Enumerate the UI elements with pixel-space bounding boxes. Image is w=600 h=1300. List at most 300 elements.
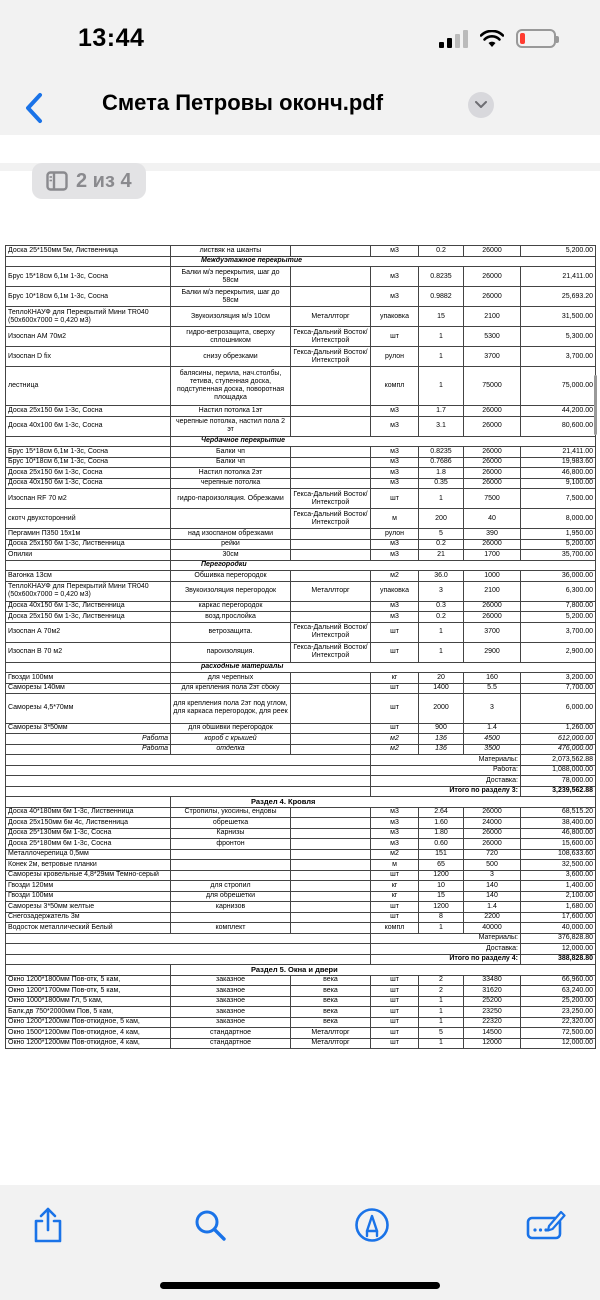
price-cell: 26000	[464, 807, 521, 818]
price-cell: 3500	[464, 744, 521, 755]
table-row	[6, 529, 596, 540]
purpose-cell	[171, 509, 291, 529]
purpose-cell: Обшивка перегородок	[171, 571, 291, 582]
sum-cell: 46,800.00	[521, 828, 596, 839]
item-name-cell: Окно 1200*1700мм Пов-отк, 5 кам,	[6, 986, 171, 997]
supplier-cell	[291, 416, 371, 436]
item-name-cell: Окно 1200*1200мм Пов-откидное, 4 кам,	[6, 1038, 171, 1049]
price-cell: 26000	[464, 287, 521, 307]
purpose-cell: заказное	[171, 986, 291, 997]
table-row	[6, 881, 596, 892]
purpose-cell: для крепления пола 2эт сбоку	[171, 683, 291, 694]
subsection-header-row	[6, 560, 596, 571]
subtotal-value: 376,828.80	[521, 933, 596, 944]
item-name-cell: Опилки	[6, 550, 171, 561]
price-cell: 26000	[464, 539, 521, 550]
unit-cell: шт	[371, 975, 419, 986]
supplier-cell	[291, 683, 371, 694]
table-row	[6, 581, 596, 601]
empty-cell	[6, 797, 171, 808]
subsection-title: Чердачное перекрытие	[171, 436, 596, 447]
item-name-cell: Доска 40*180мм 6м 1-3с, Лиственница	[6, 807, 171, 818]
quantity-cell: 0.2	[419, 539, 464, 550]
edit-icon	[526, 1208, 566, 1242]
supplier-cell	[291, 818, 371, 829]
sum-cell: 21,411.00	[521, 267, 596, 287]
subtotal-value: 388,828.80	[521, 954, 596, 965]
table-row	[6, 550, 596, 561]
subtotal-row	[6, 765, 596, 776]
sum-cell: 5,200.00	[521, 539, 596, 550]
quantity-cell: 3	[419, 581, 464, 601]
subtotal-row	[6, 776, 596, 787]
unit-cell: кг	[371, 891, 419, 902]
sum-cell: 1,260.00	[521, 723, 596, 734]
supplier-cell	[291, 612, 371, 623]
quantity-cell: 1	[419, 1007, 464, 1018]
item-name-cell: Доска 25х150 6м 1-3с, Сосна	[6, 468, 171, 479]
battery-level	[520, 33, 525, 44]
sum-cell: 3,200.00	[521, 673, 596, 684]
quantity-cell: 2	[419, 975, 464, 986]
price-cell: 26000	[464, 478, 521, 489]
price-cell: 26000	[464, 416, 521, 436]
sum-cell: 5,200.00	[521, 246, 596, 257]
supplier-cell	[291, 891, 371, 902]
item-name-cell: Окно 1000*1800мм Гл, 5 кам,	[6, 996, 171, 1007]
supplier-cell: века	[291, 986, 371, 997]
sum-cell: 3,700.00	[521, 622, 596, 642]
quantity-cell: 0.2	[419, 612, 464, 623]
sum-cell: 6,300.00	[521, 581, 596, 601]
back-button[interactable]	[14, 86, 54, 130]
unit-cell: шт	[371, 683, 419, 694]
table-row	[6, 996, 596, 1007]
table-row	[6, 478, 596, 489]
home-indicator[interactable]	[160, 1282, 440, 1289]
supplier-cell	[291, 860, 371, 871]
supplier-cell	[291, 923, 371, 934]
scrollbar[interactable]	[594, 375, 597, 435]
purpose-cell: над изоспаном обрезками	[171, 529, 291, 540]
unit-cell: м3	[371, 246, 419, 257]
price-cell: 3700	[464, 347, 521, 367]
table-row	[6, 612, 596, 623]
sum-cell: 5,200.00	[521, 612, 596, 623]
price-cell: 26000	[464, 601, 521, 612]
supplier-cell: Гекса-Дальний Восток/Интекстрой	[291, 622, 371, 642]
table-row	[6, 327, 596, 347]
price-cell: 26000	[464, 612, 521, 623]
unit-cell: м3	[371, 406, 419, 417]
document-viewer[interactable]	[0, 135, 600, 1185]
table-row	[6, 1017, 596, 1028]
supplier-cell	[291, 870, 371, 881]
table-row	[6, 986, 596, 997]
table-row	[6, 673, 596, 684]
table-row	[6, 307, 596, 327]
unit-cell: м3	[371, 828, 419, 839]
quantity-cell: 900	[419, 723, 464, 734]
supplier-cell	[291, 828, 371, 839]
purpose-cell: для обрешетки	[171, 891, 291, 902]
unit-cell: м	[371, 860, 419, 871]
quantity-cell: 5	[419, 529, 464, 540]
supplier-cell	[291, 367, 371, 406]
purpose-cell: заказное	[171, 1007, 291, 1018]
purpose-cell: отделка	[171, 744, 291, 755]
unit-cell: м3	[371, 447, 419, 458]
unit-cell: шт	[371, 1038, 419, 1049]
section-title: Раздел 5. Окна и двери	[171, 965, 596, 976]
sum-cell: 63,240.00	[521, 986, 596, 997]
table-row	[6, 1007, 596, 1018]
unit-cell: кг	[371, 881, 419, 892]
page-indicator[interactable]	[32, 163, 146, 199]
item-name-cell: Саморезы 140мм	[6, 683, 171, 694]
quantity-cell: 200	[419, 509, 464, 529]
item-name-cell: Доска 25х150 6м 1-3с, Сосна	[6, 406, 171, 417]
quantity-cell: 15	[419, 891, 464, 902]
price-cell: 40000	[464, 923, 521, 934]
purpose-cell: стандартное	[171, 1028, 291, 1039]
purpose-cell: стандартное	[171, 1038, 291, 1049]
price-cell: 26000	[464, 828, 521, 839]
subtotal-value: 78,000.00	[521, 776, 596, 787]
sum-cell: 5,300.00	[521, 327, 596, 347]
sum-cell: 44,200.00	[521, 406, 596, 417]
empty-cell	[6, 662, 171, 673]
purpose-cell: фронтон	[171, 839, 291, 850]
item-name-cell: Водосток металлический Белый	[6, 923, 171, 934]
item-name-cell: Доска 40х150 6м 1-3с, Сосна	[6, 478, 171, 489]
subtotal-label: Материалы:	[371, 755, 521, 766]
quantity-cell: 36.0	[419, 571, 464, 582]
item-name-cell: лестница	[6, 367, 171, 406]
supplier-cell	[291, 807, 371, 818]
unit-cell: м3	[371, 601, 419, 612]
price-cell: 500	[464, 860, 521, 871]
sum-cell: 23,250.00	[521, 1007, 596, 1018]
supplier-cell	[291, 902, 371, 913]
price-cell: 2100	[464, 581, 521, 601]
supplier-cell	[291, 287, 371, 307]
purpose-cell: для стропил	[171, 881, 291, 892]
sum-cell: 108,633.60	[521, 849, 596, 860]
price-cell: 24000	[464, 818, 521, 829]
price-cell: 33480	[464, 975, 521, 986]
price-cell: 26000	[464, 246, 521, 257]
sum-cell: 38,400.00	[521, 818, 596, 829]
purpose-cell: Балки чп	[171, 457, 291, 468]
unit-cell: шт	[371, 1028, 419, 1039]
quantity-cell: 0.2	[419, 246, 464, 257]
item-name-cell: Брус 10*18см 6,1м 1-3с, Сосна	[6, 287, 171, 307]
purpose-cell	[171, 860, 291, 871]
quantity-cell: 1	[419, 642, 464, 662]
item-name-cell: Саморезы 3*50мм желтые	[6, 902, 171, 913]
subtotal-value: 3,239,562.88	[521, 786, 596, 797]
sum-cell: 1,950.00	[521, 529, 596, 540]
empty-cell	[6, 965, 171, 976]
subtotal-value: 2,073,562.88	[521, 755, 596, 766]
purpose-cell: карнизов	[171, 902, 291, 913]
purpose-cell: снизу обрезками	[171, 347, 291, 367]
price-cell: 160	[464, 673, 521, 684]
price-cell: 22320	[464, 1017, 521, 1028]
item-name-cell: Гвозди 120мм	[6, 881, 171, 892]
table-row	[6, 1028, 596, 1039]
section-header-row	[6, 797, 596, 808]
table-row	[6, 447, 596, 458]
quantity-cell: 1.8	[419, 468, 464, 479]
unit-cell: шт	[371, 902, 419, 913]
unit-cell: м3	[371, 267, 419, 287]
sum-cell: 476,000.00	[521, 744, 596, 755]
price-cell: 26000	[464, 839, 521, 850]
previous-page-bottom	[0, 135, 600, 153]
unit-cell: упаковка	[371, 307, 419, 327]
quantity-cell: 1200	[419, 902, 464, 913]
table-row	[6, 723, 596, 734]
quantity-cell: 0.7686	[419, 457, 464, 468]
quantity-cell: 151	[419, 849, 464, 860]
price-cell: 140	[464, 891, 521, 902]
cellular-signal-icon	[439, 28, 468, 48]
item-name-cell: Доска 25х150 6м 1-3с, Лиственница	[6, 539, 171, 550]
purpose-cell: заказное	[171, 996, 291, 1007]
subsection-title: Перегородки	[171, 560, 596, 571]
purpose-cell: Карнизы	[171, 828, 291, 839]
table-row	[6, 902, 596, 913]
supplier-cell	[291, 406, 371, 417]
share-button[interactable]	[26, 1203, 70, 1247]
supplier-cell	[291, 529, 371, 540]
table-row	[6, 406, 596, 417]
supplier-cell	[291, 601, 371, 612]
quantity-cell: 2.64	[419, 807, 464, 818]
unit-cell: шт	[371, 870, 419, 881]
purpose-cell: для крепления пола 2эт под углом, для каркаса перегородок, для реек	[171, 694, 291, 724]
item-name-cell: Изоспан АМ 70м2	[6, 327, 171, 347]
share-icon	[31, 1206, 65, 1244]
purpose-cell: обрешетка	[171, 818, 291, 829]
section-total-row	[6, 954, 596, 965]
work-row	[6, 734, 596, 745]
price-cell: 3	[464, 694, 521, 724]
price-cell: 3	[464, 870, 521, 881]
supplier-cell	[291, 744, 371, 755]
price-cell: 12000	[464, 1038, 521, 1049]
price-cell: 7500	[464, 489, 521, 509]
purpose-cell: 30см	[171, 550, 291, 561]
sum-cell: 31,500.00	[521, 307, 596, 327]
quantity-cell: 1	[419, 1038, 464, 1049]
price-cell: 1.4	[464, 902, 521, 913]
purpose-cell: Звукоизоляция м/э 10см	[171, 307, 291, 327]
item-name-cell: Брус 10*18см 6,1м 1-3с, Сосна	[6, 457, 171, 468]
sum-cell: 25,200.00	[521, 996, 596, 1007]
purpose-cell: для обшивки перегородок	[171, 723, 291, 734]
empty-cell	[6, 560, 171, 571]
battery-icon	[516, 29, 556, 48]
item-name-cell: Доска 40х100 6м 1-3с, Сосна	[6, 416, 171, 436]
supplier-cell	[291, 447, 371, 458]
unit-cell: шт	[371, 489, 419, 509]
supplier-cell	[291, 267, 371, 287]
price-cell: 25200	[464, 996, 521, 1007]
table-row	[6, 287, 596, 307]
subtotal-row	[6, 944, 596, 955]
price-cell: 1.4	[464, 723, 521, 734]
search-button[interactable]	[188, 1203, 232, 1247]
item-name-cell: Доска 25х150 6м 1-3с, Лиственница	[6, 612, 171, 623]
quantity-cell: 1200	[419, 870, 464, 881]
subsection-header-row	[6, 436, 596, 447]
status-time: 13:44	[78, 24, 145, 52]
price-cell: 4500	[464, 734, 521, 745]
subtotal-label: Итого по разделу 4:	[371, 954, 521, 965]
supplier-cell	[291, 912, 371, 923]
item-name-cell: Окно 1500*1200мм Пов-откидное, 4 кам,	[6, 1028, 171, 1039]
quantity-cell: 0.8235	[419, 447, 464, 458]
item-name-cell: Изоспан D fix	[6, 347, 171, 367]
item-name-cell: Гвозди 100мм	[6, 673, 171, 684]
annotate-button[interactable]	[524, 1203, 568, 1247]
quantity-cell: 1	[419, 923, 464, 934]
sum-cell: 7,500.00	[521, 489, 596, 509]
sidebar-icon	[46, 171, 68, 191]
supplier-cell	[291, 673, 371, 684]
table-row	[6, 347, 596, 367]
price-cell: 75000	[464, 367, 521, 406]
quantity-cell: 136	[419, 734, 464, 745]
search-icon	[193, 1208, 227, 1242]
quantity-cell: 2	[419, 986, 464, 997]
purpose-cell: Балки м/э перекрытия, шаг до 58см	[171, 287, 291, 307]
markup-icon	[354, 1207, 390, 1243]
subsection-header-row	[6, 662, 596, 673]
supplier-cell: Гекса-Дальний Восток/Интекстрой	[291, 489, 371, 509]
sum-cell: 3,600.00	[521, 870, 596, 881]
estimate-table	[5, 245, 596, 1049]
subtotal-label: Доставка:	[371, 944, 521, 955]
supplier-cell	[291, 457, 371, 468]
unit-cell: кг	[371, 673, 419, 684]
status-icons	[439, 28, 556, 48]
unit-cell: м3	[371, 457, 419, 468]
table-row	[6, 923, 596, 934]
item-name-cell: Работа	[6, 734, 171, 745]
price-cell: 26000	[464, 457, 521, 468]
supplier-cell	[291, 839, 371, 850]
unit-cell: м3	[371, 478, 419, 489]
wifi-icon	[480, 30, 504, 48]
table-row	[6, 489, 596, 509]
sum-cell: 22,320.00	[521, 1017, 596, 1028]
sum-cell: 32,500.00	[521, 860, 596, 871]
empty-cell	[6, 786, 371, 797]
purpose-cell: балясины, перила, нач.столбы, тетива, ступенная доска, подступенная доска, поворотная площадка	[171, 367, 291, 406]
sum-cell: 9,100.00	[521, 478, 596, 489]
supplier-cell: века	[291, 1017, 371, 1028]
item-name-cell: Конек 2м, ветровые планки	[6, 860, 171, 871]
purpose-cell: для черепных	[171, 673, 291, 684]
supplier-cell	[291, 734, 371, 745]
unit-cell: м3	[371, 839, 419, 850]
unit-cell: упаковка	[371, 581, 419, 601]
item-name-cell: Снегозадержатель 3м	[6, 912, 171, 923]
sum-cell: 46,800.00	[521, 468, 596, 479]
quantity-cell: 8	[419, 912, 464, 923]
table-row	[6, 457, 596, 468]
empty-cell	[6, 256, 171, 267]
item-name-cell: ТеплоКНАУФ для Перекрытий Мини TR040 (50х600х7000 = 0,420 м3)	[6, 581, 171, 601]
sum-cell: 66,960.00	[521, 975, 596, 986]
purpose-cell: Стропилы, укосины, ендовы	[171, 807, 291, 818]
supplier-cell: века	[291, 996, 371, 1007]
sum-cell: 3,700.00	[521, 347, 596, 367]
price-cell: 26000	[464, 267, 521, 287]
unit-cell: м2	[371, 744, 419, 755]
unit-cell: рулон	[371, 347, 419, 367]
subtotal-row	[6, 933, 596, 944]
quantity-cell: 1400	[419, 683, 464, 694]
table-row	[6, 367, 596, 406]
sum-cell: 2,900.00	[521, 642, 596, 662]
table-row	[6, 601, 596, 612]
item-name-cell: Работа	[6, 744, 171, 755]
price-cell: 14500	[464, 1028, 521, 1039]
supplier-cell: века	[291, 975, 371, 986]
document-title[interactable]: Смета Петровы оконч.pdf	[102, 90, 384, 115]
unit-cell: компл	[371, 923, 419, 934]
unit-cell: м2	[371, 571, 419, 582]
purpose-cell: заказное	[171, 975, 291, 986]
item-name-cell: Окно 1200*1800мм Пов-отк, 5 кам,	[6, 975, 171, 986]
markup-button[interactable]	[350, 1203, 394, 1247]
supplier-cell: Гекса-Дальний Восток/Интекстрой	[291, 327, 371, 347]
table-row	[6, 267, 596, 287]
sum-cell: 19,983.60	[521, 457, 596, 468]
table-row	[6, 860, 596, 871]
purpose-cell: Настил потолка 1эт	[171, 406, 291, 417]
quantity-cell: 0.3	[419, 601, 464, 612]
quantity-cell: 0.60	[419, 839, 464, 850]
unit-cell: шт	[371, 996, 419, 1007]
title-menu-button[interactable]	[468, 92, 494, 118]
sum-cell: 40,000.00	[521, 923, 596, 934]
purpose-cell: гидро-пароизоляция. Обрезками	[171, 489, 291, 509]
purpose-cell	[171, 870, 291, 881]
purpose-cell	[171, 912, 291, 923]
section-title: Раздел 4. Кровля	[171, 797, 596, 808]
unit-cell: шт	[371, 642, 419, 662]
table-row	[6, 683, 596, 694]
purpose-cell: листвяк на шканты	[171, 246, 291, 257]
price-cell: 390	[464, 529, 521, 540]
empty-cell	[6, 933, 371, 944]
sum-cell: 75,000.00	[521, 367, 596, 406]
unit-cell: рулон	[371, 529, 419, 540]
quantity-cell: 1	[419, 367, 464, 406]
chevron-down-icon	[475, 101, 487, 109]
sum-cell: 1,680.00	[521, 902, 596, 913]
unit-cell: м2	[371, 734, 419, 745]
quantity-cell: 10	[419, 881, 464, 892]
supplier-cell: Металлторг	[291, 581, 371, 601]
supplier-cell	[291, 246, 371, 257]
